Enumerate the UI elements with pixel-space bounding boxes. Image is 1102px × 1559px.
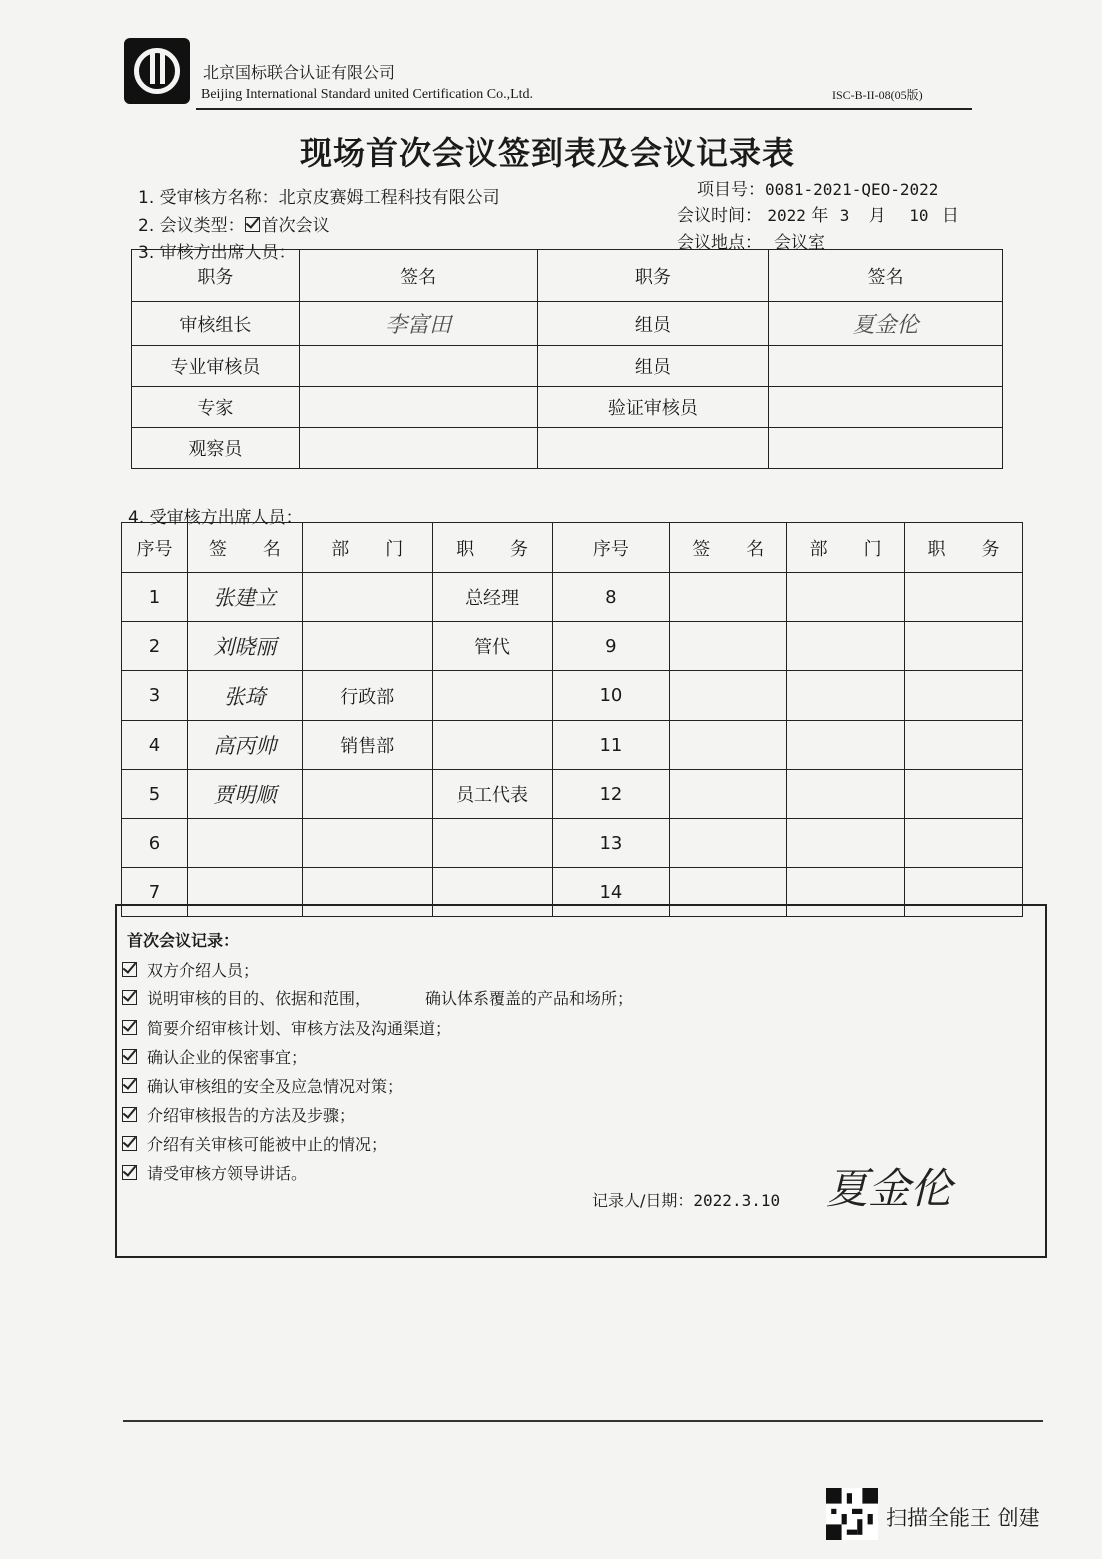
role-cell: 专业审核员 — [132, 346, 300, 387]
record-item — [122, 1103, 355, 1126]
header-divider — [196, 108, 972, 110]
signature-cell-2[interactable] — [670, 573, 787, 622]
department-cell-2[interactable] — [787, 819, 905, 868]
department-cell[interactable]: 销售部 — [302, 721, 432, 770]
header-dept: 部 门 — [302, 523, 432, 573]
meeting-type-line — [138, 211, 330, 236]
row-number-2: 13 — [552, 819, 670, 868]
record-checkbox[interactable] — [122, 1078, 137, 1093]
signature-cell[interactable] — [299, 302, 537, 346]
role-cell — [537, 428, 769, 469]
department-cell-2[interactable] — [787, 622, 905, 671]
signature-cell[interactable] — [299, 428, 537, 469]
record-item — [122, 958, 259, 981]
position-cell[interactable]: 总经理 — [432, 573, 552, 622]
signature-cell[interactable] — [769, 428, 1003, 469]
table-row — [132, 302, 1003, 346]
header-title-2: 职 务 — [905, 523, 1023, 573]
table-row — [122, 671, 1023, 721]
meeting-month: 3 — [839, 206, 850, 225]
row-number: 5 — [122, 770, 188, 819]
meeting-day: 10 — [909, 206, 929, 225]
signature-cell[interactable] — [299, 346, 537, 387]
department-cell-2[interactable] — [787, 770, 905, 819]
signature-text: 夏金伦 — [852, 313, 919, 338]
row-number-2: 10 — [552, 671, 670, 721]
header-role-right: 职务 — [537, 250, 769, 302]
table-row — [122, 770, 1023, 819]
record-text: 双方介绍人员； — [147, 961, 260, 980]
role-cell: 验证审核员 — [537, 387, 769, 428]
meeting-type-checkbox[interactable] — [245, 217, 260, 232]
meeting-type-label: 2. 会议类型： — [138, 216, 245, 236]
record-item — [122, 986, 633, 1009]
record-item — [122, 1045, 307, 1068]
role-cell: 组员 — [537, 302, 769, 346]
company-name-en: Beijing International Standard united Certification Co.,Ltd. — [201, 87, 534, 102]
auditee-label: 1. 受审核方名称： — [138, 188, 279, 208]
document-code: ISC-B-II-08(05版) — [832, 88, 923, 102]
header-no-2: 序号 — [552, 523, 670, 573]
position-cell-2[interactable] — [905, 622, 1023, 671]
auditee-value: 北京皮赛姆工程科技有限公司 — [278, 188, 500, 208]
row-number: 7 — [122, 868, 188, 917]
record-text: 确认企业的保密事宜； — [147, 1048, 308, 1067]
header-sign-right: 签名 — [769, 250, 1003, 302]
row-number-2: 12 — [552, 770, 670, 819]
table-row — [132, 346, 1003, 387]
header-no: 序号 — [122, 523, 188, 573]
record-text: 请受审核方领导讲话。 — [147, 1164, 308, 1183]
signature-cell[interactable]: 张琦 — [187, 671, 302, 721]
project-number-label: 项目号： — [697, 180, 765, 200]
record-checkbox[interactable] — [122, 990, 137, 1005]
role-cell: 组员 — [537, 346, 769, 387]
signature-cell[interactable]: 张建立 — [187, 573, 302, 622]
table-row — [122, 819, 1023, 868]
row-number-2: 9 — [552, 622, 670, 671]
meeting-year: 2022 — [767, 206, 806, 225]
department-cell[interactable]: 行政部 — [302, 671, 432, 721]
meeting-place-label: 会议地点： — [677, 233, 762, 253]
position-cell[interactable] — [432, 819, 552, 868]
position-cell-2[interactable] — [905, 721, 1023, 770]
record-checkbox[interactable] — [122, 1136, 137, 1151]
recorder-label: 记录人/日期： — [592, 1191, 694, 1210]
row-number: 2 — [122, 622, 188, 671]
header-name: 签 名 — [187, 523, 302, 573]
row-number: 4 — [122, 721, 188, 770]
signature-cell-2[interactable] — [670, 622, 787, 671]
record-checkbox[interactable] — [122, 1049, 137, 1064]
meeting-type-value: 首次会议 — [261, 216, 330, 236]
table-row — [122, 721, 1023, 770]
auditee-table-header — [122, 523, 1023, 573]
row-number-2: 11 — [552, 721, 670, 770]
signature-cell[interactable]: 贾明顺 — [187, 770, 302, 819]
header-name-2: 签 名 — [670, 523, 787, 573]
record-text: 确认审核组的安全及应急情况对策； — [147, 1077, 404, 1096]
department-cell[interactable] — [302, 819, 432, 868]
project-number-value: 0081-2021-QEO-2022 — [765, 180, 939, 199]
recorder-date: 2022.3.10 — [693, 1191, 781, 1210]
signature-cell[interactable] — [299, 387, 537, 428]
table-row — [122, 622, 1023, 671]
footer-divider — [123, 1420, 1043, 1422]
scanner-watermark: 扫描全能王 创建 — [886, 1506, 1040, 1530]
record-checkbox[interactable] — [122, 962, 137, 977]
signature-cell-2[interactable] — [670, 819, 787, 868]
position-cell-2[interactable] — [905, 671, 1023, 721]
record-text: 介绍审核报告的方法及步骤； — [147, 1106, 356, 1125]
row-number: 3 — [122, 671, 188, 721]
record-item — [122, 1132, 387, 1155]
role-cell: 审核组长 — [132, 302, 300, 346]
auditor-attendance-table — [131, 249, 1003, 469]
record-item — [122, 1016, 451, 1039]
company-name-cn: 北京国标联合认证有限公司 — [203, 63, 396, 82]
signature-cell[interactable] — [187, 819, 302, 868]
department-cell[interactable] — [302, 622, 432, 671]
signature-cell[interactable] — [769, 302, 1003, 346]
position-cell[interactable] — [432, 721, 552, 770]
record-checkbox[interactable] — [122, 1020, 137, 1035]
position-cell-2[interactable] — [905, 770, 1023, 819]
project-number-line — [697, 175, 938, 200]
auditee-attendance-table — [121, 522, 1023, 917]
signature-text: 李富田 — [385, 313, 452, 338]
meeting-place-value: 会议室 — [774, 233, 825, 253]
year-unit: 年 — [811, 206, 829, 226]
role-cell: 专家 — [132, 387, 300, 428]
table-row — [122, 573, 1023, 622]
signature-cell-2[interactable] — [670, 671, 787, 721]
header-sign-left: 签名 — [299, 250, 537, 302]
position-cell-2[interactable] — [905, 819, 1023, 868]
company-logo — [124, 38, 190, 104]
signature-cell[interactable]: 高丙帅 — [187, 721, 302, 770]
department-cell-2[interactable] — [787, 721, 905, 770]
record-text: 介绍有关审核可能被中止的情况； — [147, 1135, 388, 1154]
signature-cell[interactable]: 刘晓丽 — [187, 622, 302, 671]
position-cell[interactable] — [432, 671, 552, 721]
department-cell[interactable] — [302, 770, 432, 819]
record-text: 简要介绍审核计划、审核方法及沟通渠道； — [147, 1019, 452, 1038]
department-cell-2[interactable] — [787, 573, 905, 622]
row-number-2: 14 — [552, 868, 670, 917]
recorder-line — [592, 1188, 780, 1211]
auditee-name-line — [138, 183, 500, 208]
row-number: 6 — [122, 819, 188, 868]
record-item — [122, 1161, 307, 1184]
auditor-attendees-label: 3. 审核方出席人员： — [138, 243, 296, 263]
day-unit: 日 — [941, 206, 959, 226]
qr-code-icon — [826, 1488, 878, 1540]
signature-cell[interactable] — [769, 387, 1003, 428]
auditor-table-header — [132, 250, 1003, 302]
page-title: 现场首次会议签到表及会议记录表 — [300, 134, 796, 172]
record-text: 说明审核的目的、依据和范围， — [147, 989, 372, 1008]
signature-cell-2[interactable] — [670, 721, 787, 770]
record-checkbox[interactable] — [122, 1107, 137, 1122]
table-row — [132, 428, 1003, 469]
record-checkbox[interactable] — [122, 1165, 137, 1180]
row-number-2: 8 — [552, 573, 670, 622]
month-unit: 月 — [868, 206, 886, 226]
meeting-time-line — [677, 201, 959, 226]
department-cell[interactable] — [302, 573, 432, 622]
row-number: 1 — [122, 573, 188, 622]
position-cell[interactable]: 员工代表 — [432, 770, 552, 819]
auditee-attendees-label: 4. 受审核方出席人员： — [128, 508, 303, 528]
position-cell[interactable]: 管代 — [432, 622, 552, 671]
header-dept-2: 部 门 — [787, 523, 905, 573]
record-item — [122, 1074, 403, 1097]
position-cell-2[interactable] — [905, 573, 1023, 622]
role-cell: 观察员 — [132, 428, 300, 469]
signature-cell-2[interactable] — [670, 770, 787, 819]
header-role-left: 职务 — [132, 250, 300, 302]
header-title: 职 务 — [432, 523, 552, 573]
record-extra-text: 确认体系覆盖的产品和场所； — [425, 989, 634, 1008]
department-cell-2[interactable] — [787, 671, 905, 721]
records-title: 首次会议记录： — [127, 931, 240, 950]
recorder-signature: 夏金伦 — [826, 1164, 953, 1213]
meeting-time-label: 会议时间： — [677, 206, 762, 226]
signature-cell[interactable] — [769, 346, 1003, 387]
table-row — [132, 387, 1003, 428]
